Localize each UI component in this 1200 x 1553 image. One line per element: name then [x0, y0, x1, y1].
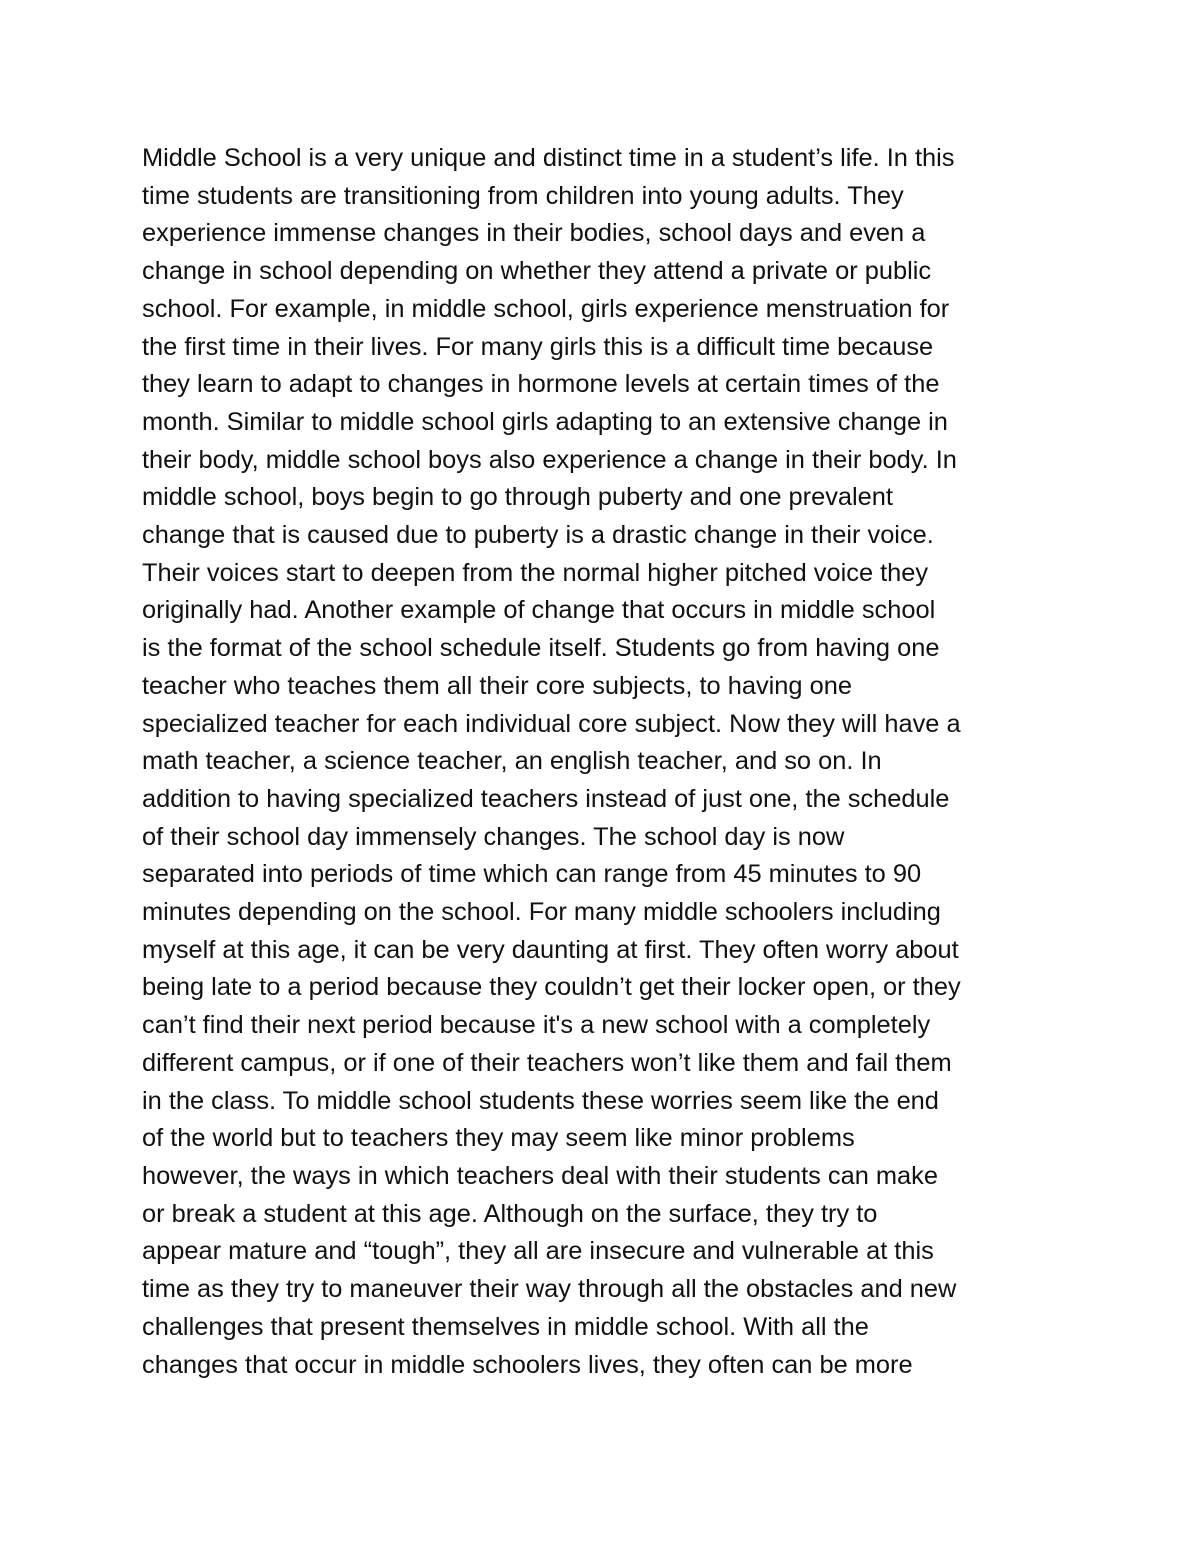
text-line: or break a student at this age. Although on the surface, they try to — [142, 1199, 878, 1228]
text-line: is the format of the school schedule itself. Students go from having one — [142, 634, 940, 663]
text-line: myself at this age, it can be very daunting at first. They often worry about — [142, 935, 959, 964]
text-line: in the class. To middle school students these worries seem like the end — [142, 1086, 939, 1115]
text-line: challenges that present themselves in middle school. With all the — [142, 1312, 869, 1341]
essay-paragraph — [142, 140, 1102, 1384]
text-line: teacher who teaches them all their core subjects, to having one — [142, 671, 852, 700]
text-line: however, the ways in which teachers deal with their students can make — [142, 1161, 938, 1190]
text-line: time as they try to maneuver their way through all the obstacles and new — [142, 1275, 957, 1304]
text-line: specialized teacher for each individual core subject. Now they will have a — [142, 709, 961, 738]
text-line: their body, middle school boys also experience a change in their body. In — [142, 445, 957, 474]
text-line: appear mature and “tough”, they all are insecure and vulnerable at this — [142, 1237, 934, 1266]
text-line: originally had. Another example of change that occurs in middle school — [142, 596, 936, 625]
text-line: separated into periods of time which can range from 45 minutes to 90 — [142, 860, 922, 889]
text-line: of their school day immensely changes. The school day is now — [142, 822, 845, 851]
text-line: change in school depending on whether they attend a private or public — [142, 257, 932, 286]
text-line: of the world but to teachers they may seem like minor problems — [142, 1124, 855, 1153]
text-line: the first time in their lives. For many girls this is a difficult time because — [142, 332, 934, 361]
text-line: month. Similar to middle school girls adapting to an extensive change in — [142, 407, 948, 436]
text-line: experience immense changes in their bodies, school days and even a — [142, 219, 926, 248]
text-line: Their voices start to deepen from the normal higher pitched voice they — [142, 558, 929, 587]
text-line: can’t find their next period because it's a new school with a completely — [142, 1011, 931, 1040]
text-line: minutes depending on the school. For many middle schoolers including — [142, 898, 941, 927]
text-line: addition to having specialized teachers instead of just one, the schedule — [142, 784, 950, 813]
text-line: different campus, or if one of their teachers won’t like them and fail them — [142, 1048, 952, 1077]
text-line: math teacher, a science teacher, an english teacher, and so on. In — [142, 747, 882, 776]
text-line: change that is caused due to puberty is a drastic change in their voice. — [142, 521, 934, 550]
text-line: time students are transitioning from children into young adults. They — [142, 181, 904, 210]
text-line: being late to a period because they couldn’t get their locker open, or they — [142, 973, 961, 1002]
text-line: school. For example, in middle school, girls experience menstruation for — [142, 294, 950, 323]
text-line: middle school, boys begin to go through puberty and one prevalent — [142, 483, 893, 512]
text-line: they learn to adapt to changes in hormone levels at certain times of the — [142, 370, 940, 399]
text-line: changes that occur in middle schoolers lives, they often can be more — [142, 1350, 913, 1379]
text-line: Middle School is a very unique and distinct time in a student’s life. In this — [142, 144, 955, 172]
